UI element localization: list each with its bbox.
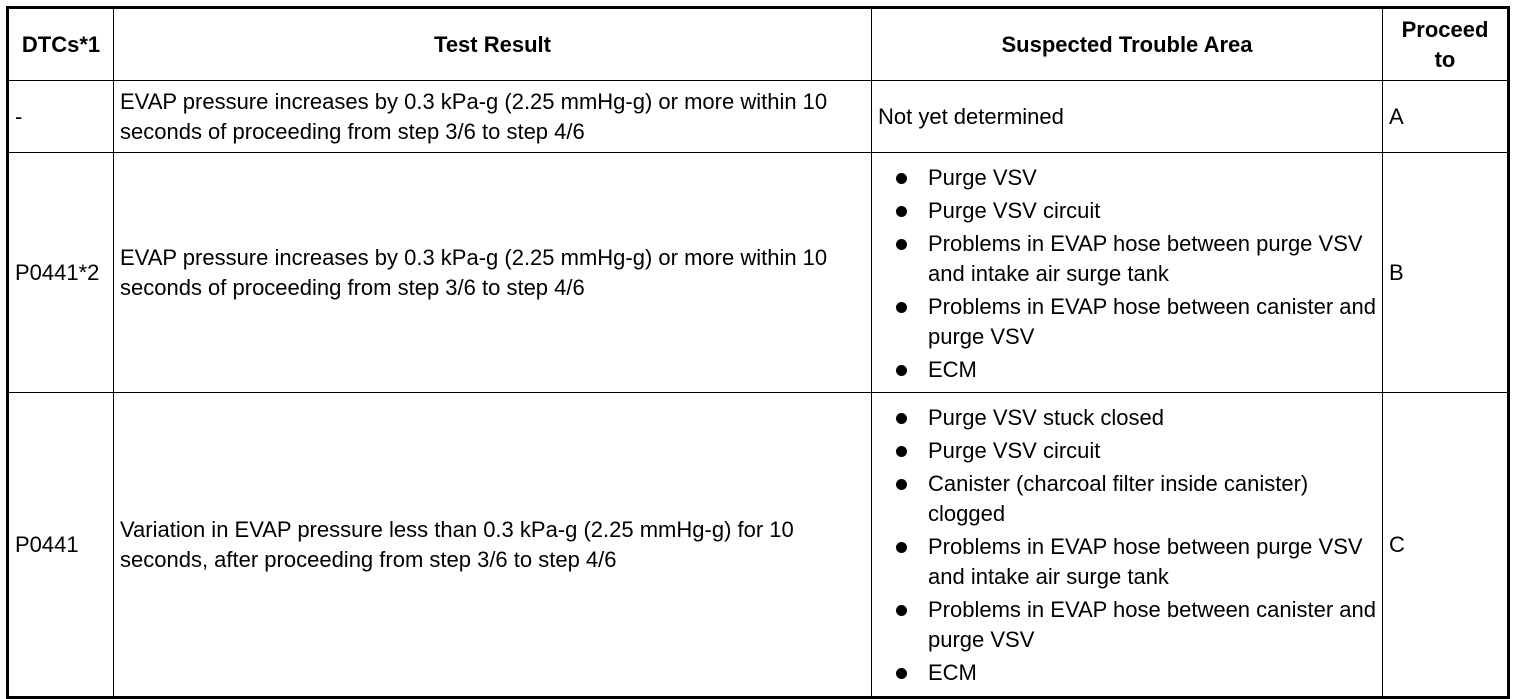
list-item: Canister (charcoal filter inside canister) clogged xyxy=(878,469,1376,529)
header-dtc: DTCs*1 xyxy=(8,8,114,81)
dtc-cell: - xyxy=(8,81,114,153)
suspected-area-list xyxy=(878,163,1376,385)
test-result-cell: EVAP pressure increases by 0.3 kPa-g (2.25 mmHg-g) or more within 10 seconds of proceeding from step 3/6 to step 4/6 xyxy=(114,153,872,393)
list-item: Problems in EVAP hose between purge VSV and intake air surge tank xyxy=(878,532,1376,592)
test-result-cell: Variation in EVAP pressure less than 0.3 kPa-g (2.25 mmHg-g) for 10 seconds, after proceeding from step 3/6 to step 4/6 xyxy=(114,393,872,698)
dtc-cell: P0441*2 xyxy=(8,153,114,393)
table-row xyxy=(8,153,1509,393)
list-item: ECM xyxy=(878,658,1376,688)
suspected-area-cell xyxy=(872,153,1383,393)
test-result-cell: EVAP pressure increases by 0.3 kPa-g (2.25 mmHg-g) or more within 10 seconds of proceeding from step 3/6 to step 4/6 xyxy=(114,81,872,153)
table-row xyxy=(8,81,1509,153)
list-item: Purge VSV xyxy=(878,163,1376,193)
header-row xyxy=(8,8,1509,81)
list-item: ECM xyxy=(878,355,1376,385)
proceed-cell: B xyxy=(1383,153,1509,393)
list-item: Problems in EVAP hose between purge VSV and intake air surge tank xyxy=(878,229,1376,289)
proceed-cell: C xyxy=(1383,393,1509,698)
dtc-result-table xyxy=(6,6,1510,699)
header-proceed-line2: to xyxy=(1434,46,1456,72)
dtc-cell: P0441 xyxy=(8,393,114,698)
list-item: Purge VSV circuit xyxy=(878,436,1376,466)
header-suspected-area: Suspected Trouble Area xyxy=(872,8,1383,81)
header-proceed xyxy=(1383,8,1509,81)
list-item: Problems in EVAP hose between canister and purge VSV xyxy=(878,595,1376,655)
list-item: Purge VSV stuck closed xyxy=(878,403,1376,433)
header-test-result: Test Result xyxy=(114,8,872,81)
list-item: Problems in EVAP hose between canister and purge VSV xyxy=(878,292,1376,352)
header-proceed-line1: Proceed xyxy=(1401,16,1489,42)
table-row xyxy=(8,393,1509,698)
suspected-area-list xyxy=(878,403,1376,688)
suspected-area-cell: Not yet determined xyxy=(872,81,1383,153)
suspected-area-cell xyxy=(872,393,1383,698)
proceed-cell: A xyxy=(1383,81,1509,153)
list-item: Purge VSV circuit xyxy=(878,196,1376,226)
